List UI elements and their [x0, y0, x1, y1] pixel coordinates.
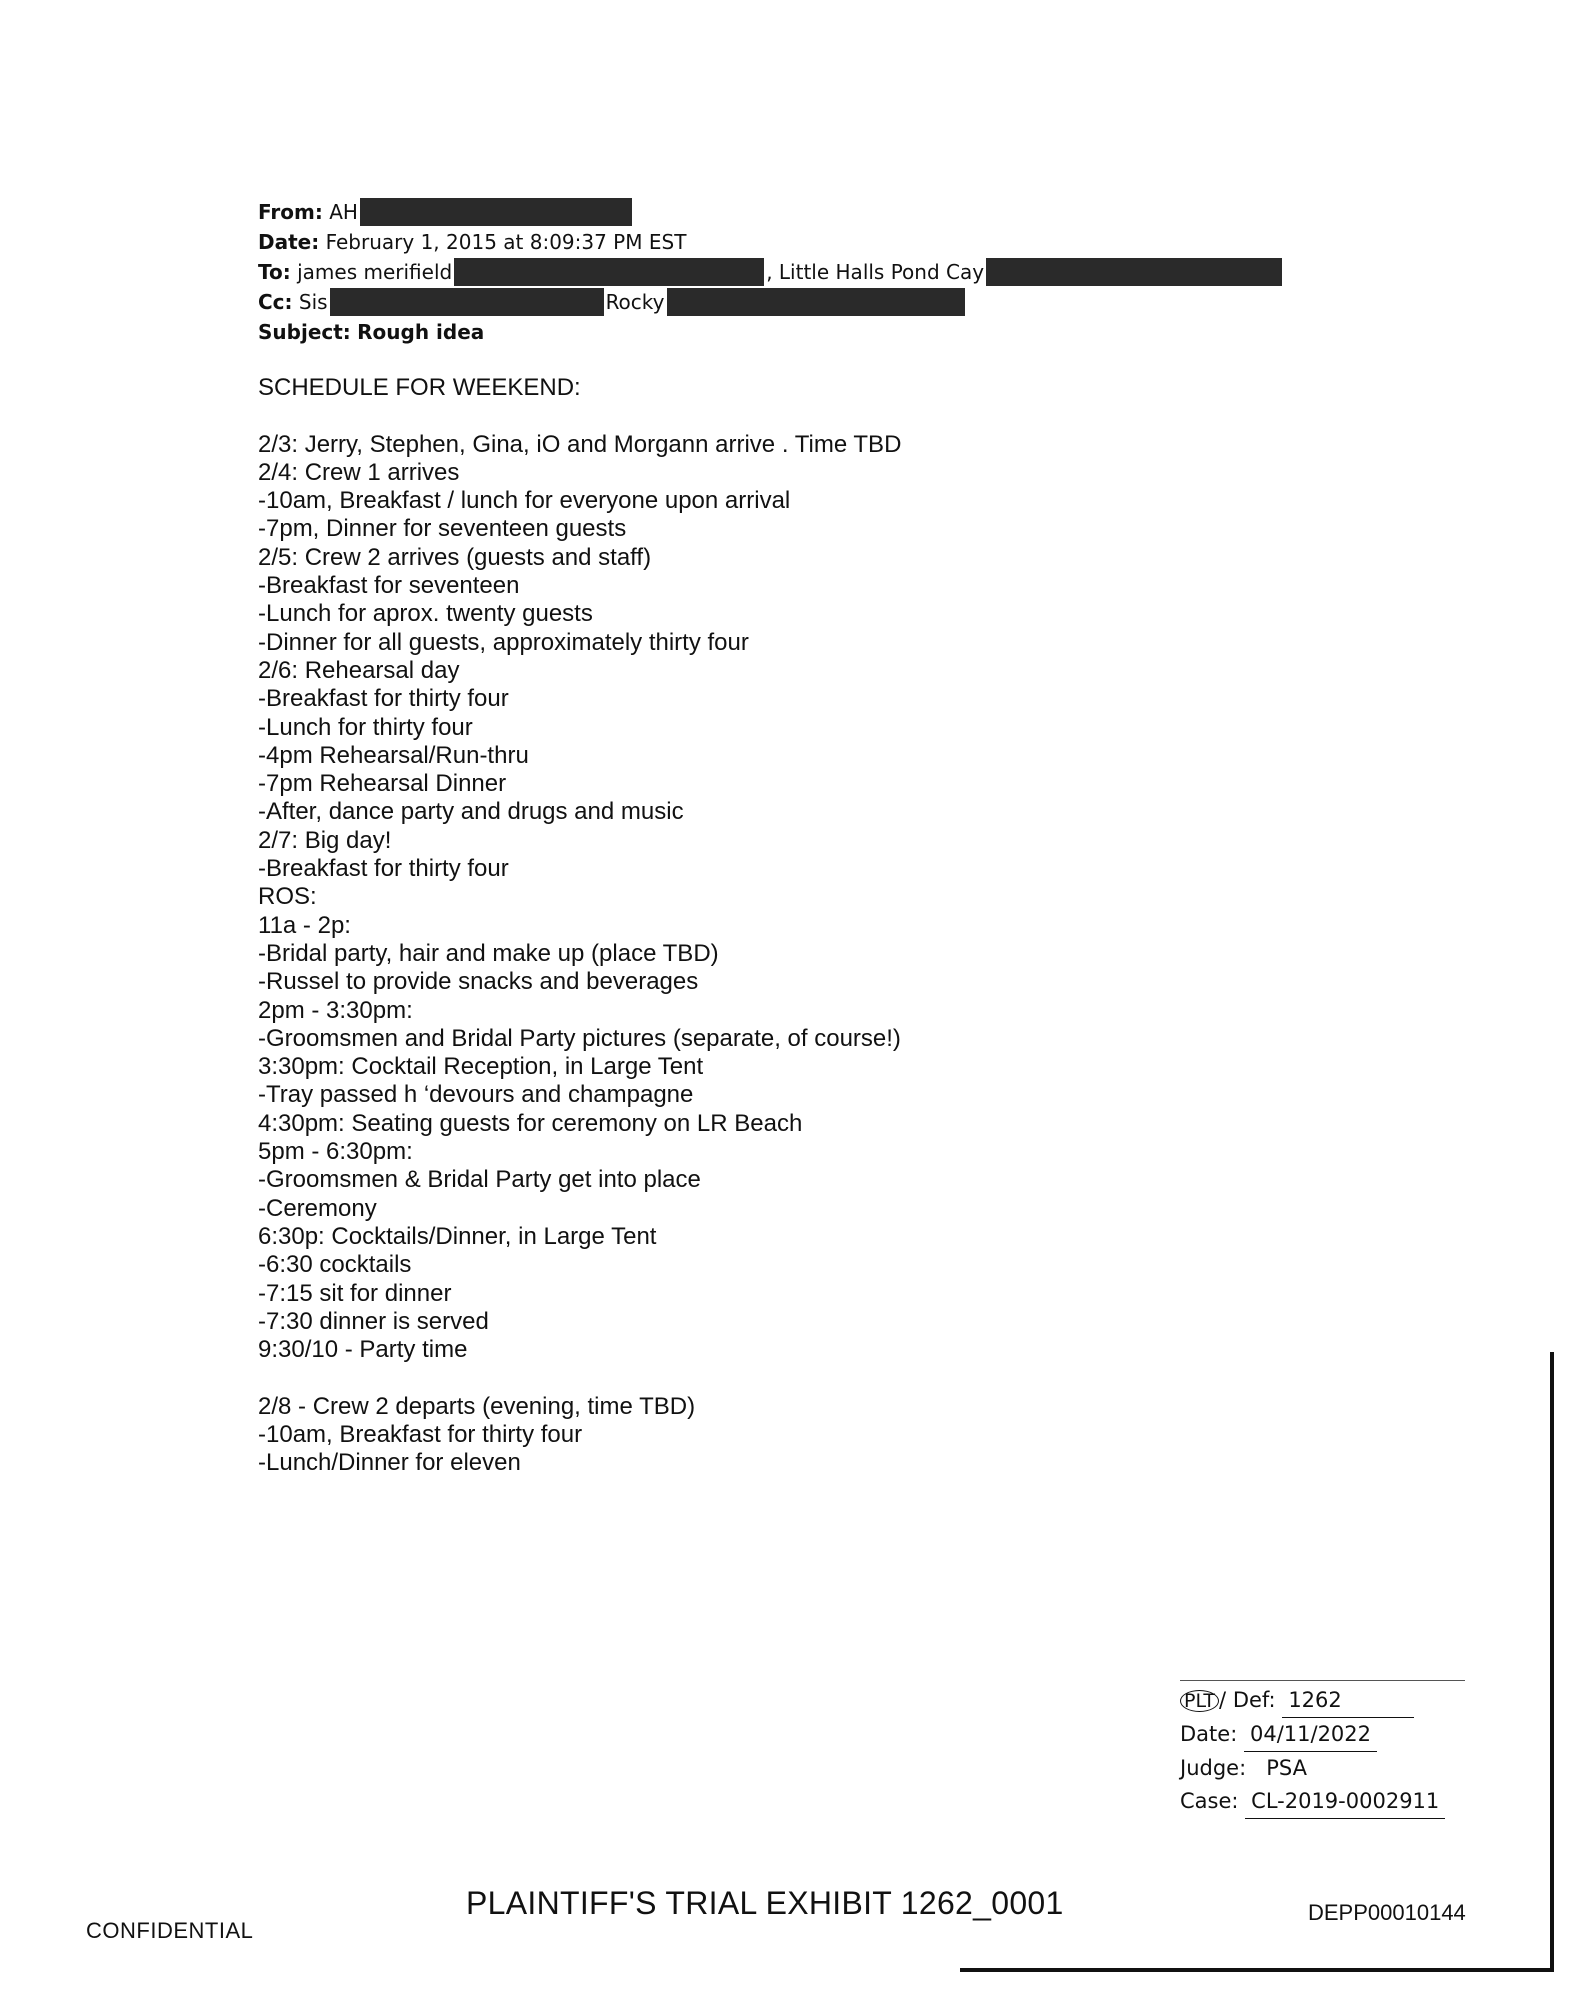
schedule-heading: SCHEDULE FOR WEEKEND: — [258, 374, 581, 401]
cc-line — [258, 287, 1284, 317]
subject-label: Subject: — [258, 320, 351, 344]
body-line: 2/4: Crew 1 arrives — [258, 458, 460, 486]
body-line: -10am, Breakfast for thirty four — [258, 1420, 583, 1448]
body-line: -Russel to provide snacks and beverages — [258, 968, 699, 996]
date-label: Date: — [258, 230, 320, 254]
body-line: -Tray passed h ‘devours and champagne — [258, 1081, 694, 1109]
subject-line — [258, 317, 1284, 347]
body-line: 6:30p: Cocktails/Dinner, in Large Tent — [258, 1222, 657, 1250]
body-line: 2/3: Jerry, Stephen, Gina, iO and Morgann arrive . Time TBD — [258, 430, 902, 458]
body-line: ROS: — [258, 883, 317, 911]
stamp-def-label: Def: — [1232, 1688, 1276, 1712]
body-line: 9:30/10 - Party time — [258, 1336, 468, 1364]
body-line: -4pm Rehearsal/Run-thru — [258, 741, 529, 769]
redaction-box — [667, 288, 965, 316]
body-line: 2/8 - Crew 2 departs (evening, time TBD) — [258, 1392, 696, 1420]
body-line: -Lunch for aprox. twenty guests — [258, 600, 593, 628]
to-name: james merifield — [297, 260, 453, 284]
plt-circle: PLT — [1180, 1690, 1219, 1712]
body-line: 4:30pm: Seating guests for ceremony on LR Beach — [258, 1109, 803, 1137]
stamp-judge-row — [1180, 1752, 1445, 1785]
cc-label: Cc: — [258, 290, 293, 314]
stamp-def-value: 1262 — [1282, 1684, 1414, 1718]
from-label: From: — [258, 200, 323, 224]
redaction-box — [330, 288, 604, 316]
scan-edge-bottom — [960, 1968, 1554, 1972]
cc-name: Sis — [298, 290, 328, 314]
body-line: -Dinner for all guests, approximately thirty four — [258, 628, 749, 656]
email-header — [258, 197, 1284, 347]
from-value: AH — [329, 200, 358, 224]
bates-number: DEPP00010144 — [1308, 1900, 1466, 1925]
date-value: February 1, 2015 at 8:09:37 PM EST — [325, 230, 687, 254]
to-label: To: — [258, 260, 291, 284]
exhibit-stamp — [1180, 1684, 1445, 1819]
body-line: 5pm - 6:30pm: — [258, 1138, 413, 1166]
body-line: -Lunch/Dinner for eleven — [258, 1449, 521, 1477]
body-line: -6:30 cocktails — [258, 1251, 412, 1279]
stamp-case-row — [1180, 1785, 1445, 1819]
body-line: -Bridal party, hair and make up (place TBD) — [258, 939, 719, 967]
stamp-case-label: Case: — [1180, 1789, 1239, 1813]
body-line: -7pm Rehearsal Dinner — [258, 770, 507, 798]
date-line — [258, 227, 1284, 257]
cc-name-2: Rocky — [605, 290, 665, 314]
body-line: -Breakfast for thirty four — [258, 855, 509, 883]
redaction-box — [986, 258, 1282, 286]
spacer — [258, 402, 901, 430]
stamp-date-value: 04/11/2022 — [1244, 1718, 1377, 1752]
stamp-date-row — [1180, 1718, 1445, 1752]
subject-value: Rough idea — [357, 320, 485, 344]
body-line: -7:15 sit for dinner — [258, 1279, 452, 1307]
body-line: -Groomsmen & Bridal Party get into place — [258, 1166, 701, 1194]
body-line: -Lunch for thirty four — [258, 713, 473, 741]
redaction-box — [360, 198, 632, 226]
body-line: 2/6: Rehearsal day — [258, 656, 460, 684]
body-line: 2/7: Big day! — [258, 826, 392, 854]
body-line: -Ceremony — [258, 1194, 377, 1222]
stamp-divider — [1180, 1680, 1465, 1681]
body-line: -10am, Breakfast / lunch for everyone upon arrival — [258, 487, 791, 515]
body-line: 3:30pm: Cocktail Reception, in Large Tent — [258, 1053, 704, 1081]
spacer — [258, 1364, 901, 1392]
body-line: 11a - 2p: — [258, 911, 351, 939]
scan-edge-right — [1550, 1352, 1554, 1972]
stamp-case-value: CL-2019-0002911 — [1245, 1785, 1445, 1819]
stamp-date-label: Date: — [1180, 1722, 1238, 1746]
body-line: 2/5: Crew 2 arrives (guests and staff) — [258, 543, 652, 571]
exhibit-title: PLAINTIFF'S TRIAL EXHIBIT 1262_0001 — [466, 1885, 1064, 1921]
from-line — [258, 197, 1284, 227]
body-line: -7:30 dinner is served — [258, 1307, 489, 1335]
stamp-judge-value: PSA — [1266, 1756, 1307, 1780]
body-line: 2pm - 3:30pm: — [258, 996, 413, 1024]
body-line: -Breakfast for seventeen — [258, 572, 520, 600]
body-line: -After, dance party and drugs and music — [258, 798, 684, 826]
body-line: -7pm, Dinner for seventeen guests — [258, 515, 627, 543]
body-line: -Breakfast for thirty four — [258, 685, 509, 713]
confidential-label: CONFIDENTIAL — [86, 1918, 254, 1943]
redaction-box — [454, 258, 764, 286]
stamp-judge-label: Judge: — [1180, 1756, 1247, 1780]
to-line — [258, 257, 1284, 287]
to-name-2: , Little Halls Pond Cay — [766, 260, 985, 284]
stamp-def-row: PLT / Def: 1262 — [1180, 1684, 1445, 1718]
body-line: -Groomsmen and Bridal Party pictures (separate, of course!) — [258, 1024, 901, 1052]
email-body — [258, 374, 901, 1478]
